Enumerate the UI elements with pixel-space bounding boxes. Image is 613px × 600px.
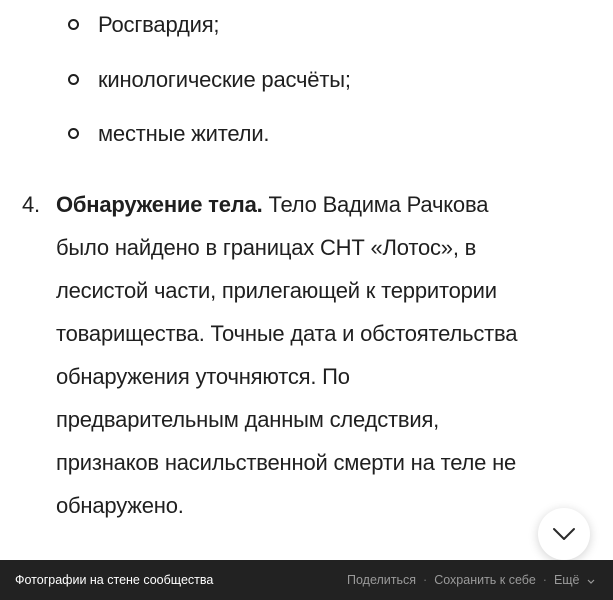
footer-actions (347, 573, 595, 587)
separator: · (423, 573, 428, 587)
chevron-down-icon (587, 579, 595, 584)
text-line (56, 183, 582, 226)
circle-bullet-icon (68, 128, 79, 139)
list-item (68, 7, 219, 43)
share-button[interactable]: Поделиться (347, 573, 417, 587)
scroll-down-button[interactable] (538, 508, 590, 560)
text-line: было найдено в границах СНТ «Лотос», в (56, 235, 477, 260)
list-item-body (56, 183, 582, 527)
separator: · (542, 573, 547, 587)
text-line: предварительным данным следствия, (56, 407, 440, 432)
album-title-link[interactable]: Фотографии на стене сообщества (15, 573, 214, 587)
more-button[interactable] (554, 573, 595, 587)
circle-bullet-icon (68, 74, 79, 85)
list-item (68, 62, 351, 98)
photo-viewer-footer (0, 560, 613, 600)
chevron-down-icon (552, 527, 576, 541)
text-line-content: Тело Вадима Рачкова (268, 192, 489, 217)
item-heading: Обнаружение тела. (56, 192, 263, 217)
list-item-text: местные жители. (98, 121, 270, 146)
more-label: Ещё (553, 573, 580, 587)
list-number: 4. (22, 192, 40, 217)
text-line: лесистой части, прилегающей к территории (56, 278, 497, 303)
circle-bullet-icon (68, 19, 79, 30)
list-item-text: кинологические расчёты; (98, 67, 351, 92)
text-line: товарищества. Точные дата и обстоятельства (56, 321, 518, 346)
text-line: обнаружения уточняются. По (56, 364, 350, 389)
text-line: обнаружено. (56, 493, 184, 518)
list-item-text: Росгвардия; (98, 12, 220, 37)
list-item (68, 116, 269, 152)
save-button[interactable]: Сохранить к себе (434, 573, 536, 587)
text-line: признаков насильственной смерти на теле не (56, 450, 517, 475)
